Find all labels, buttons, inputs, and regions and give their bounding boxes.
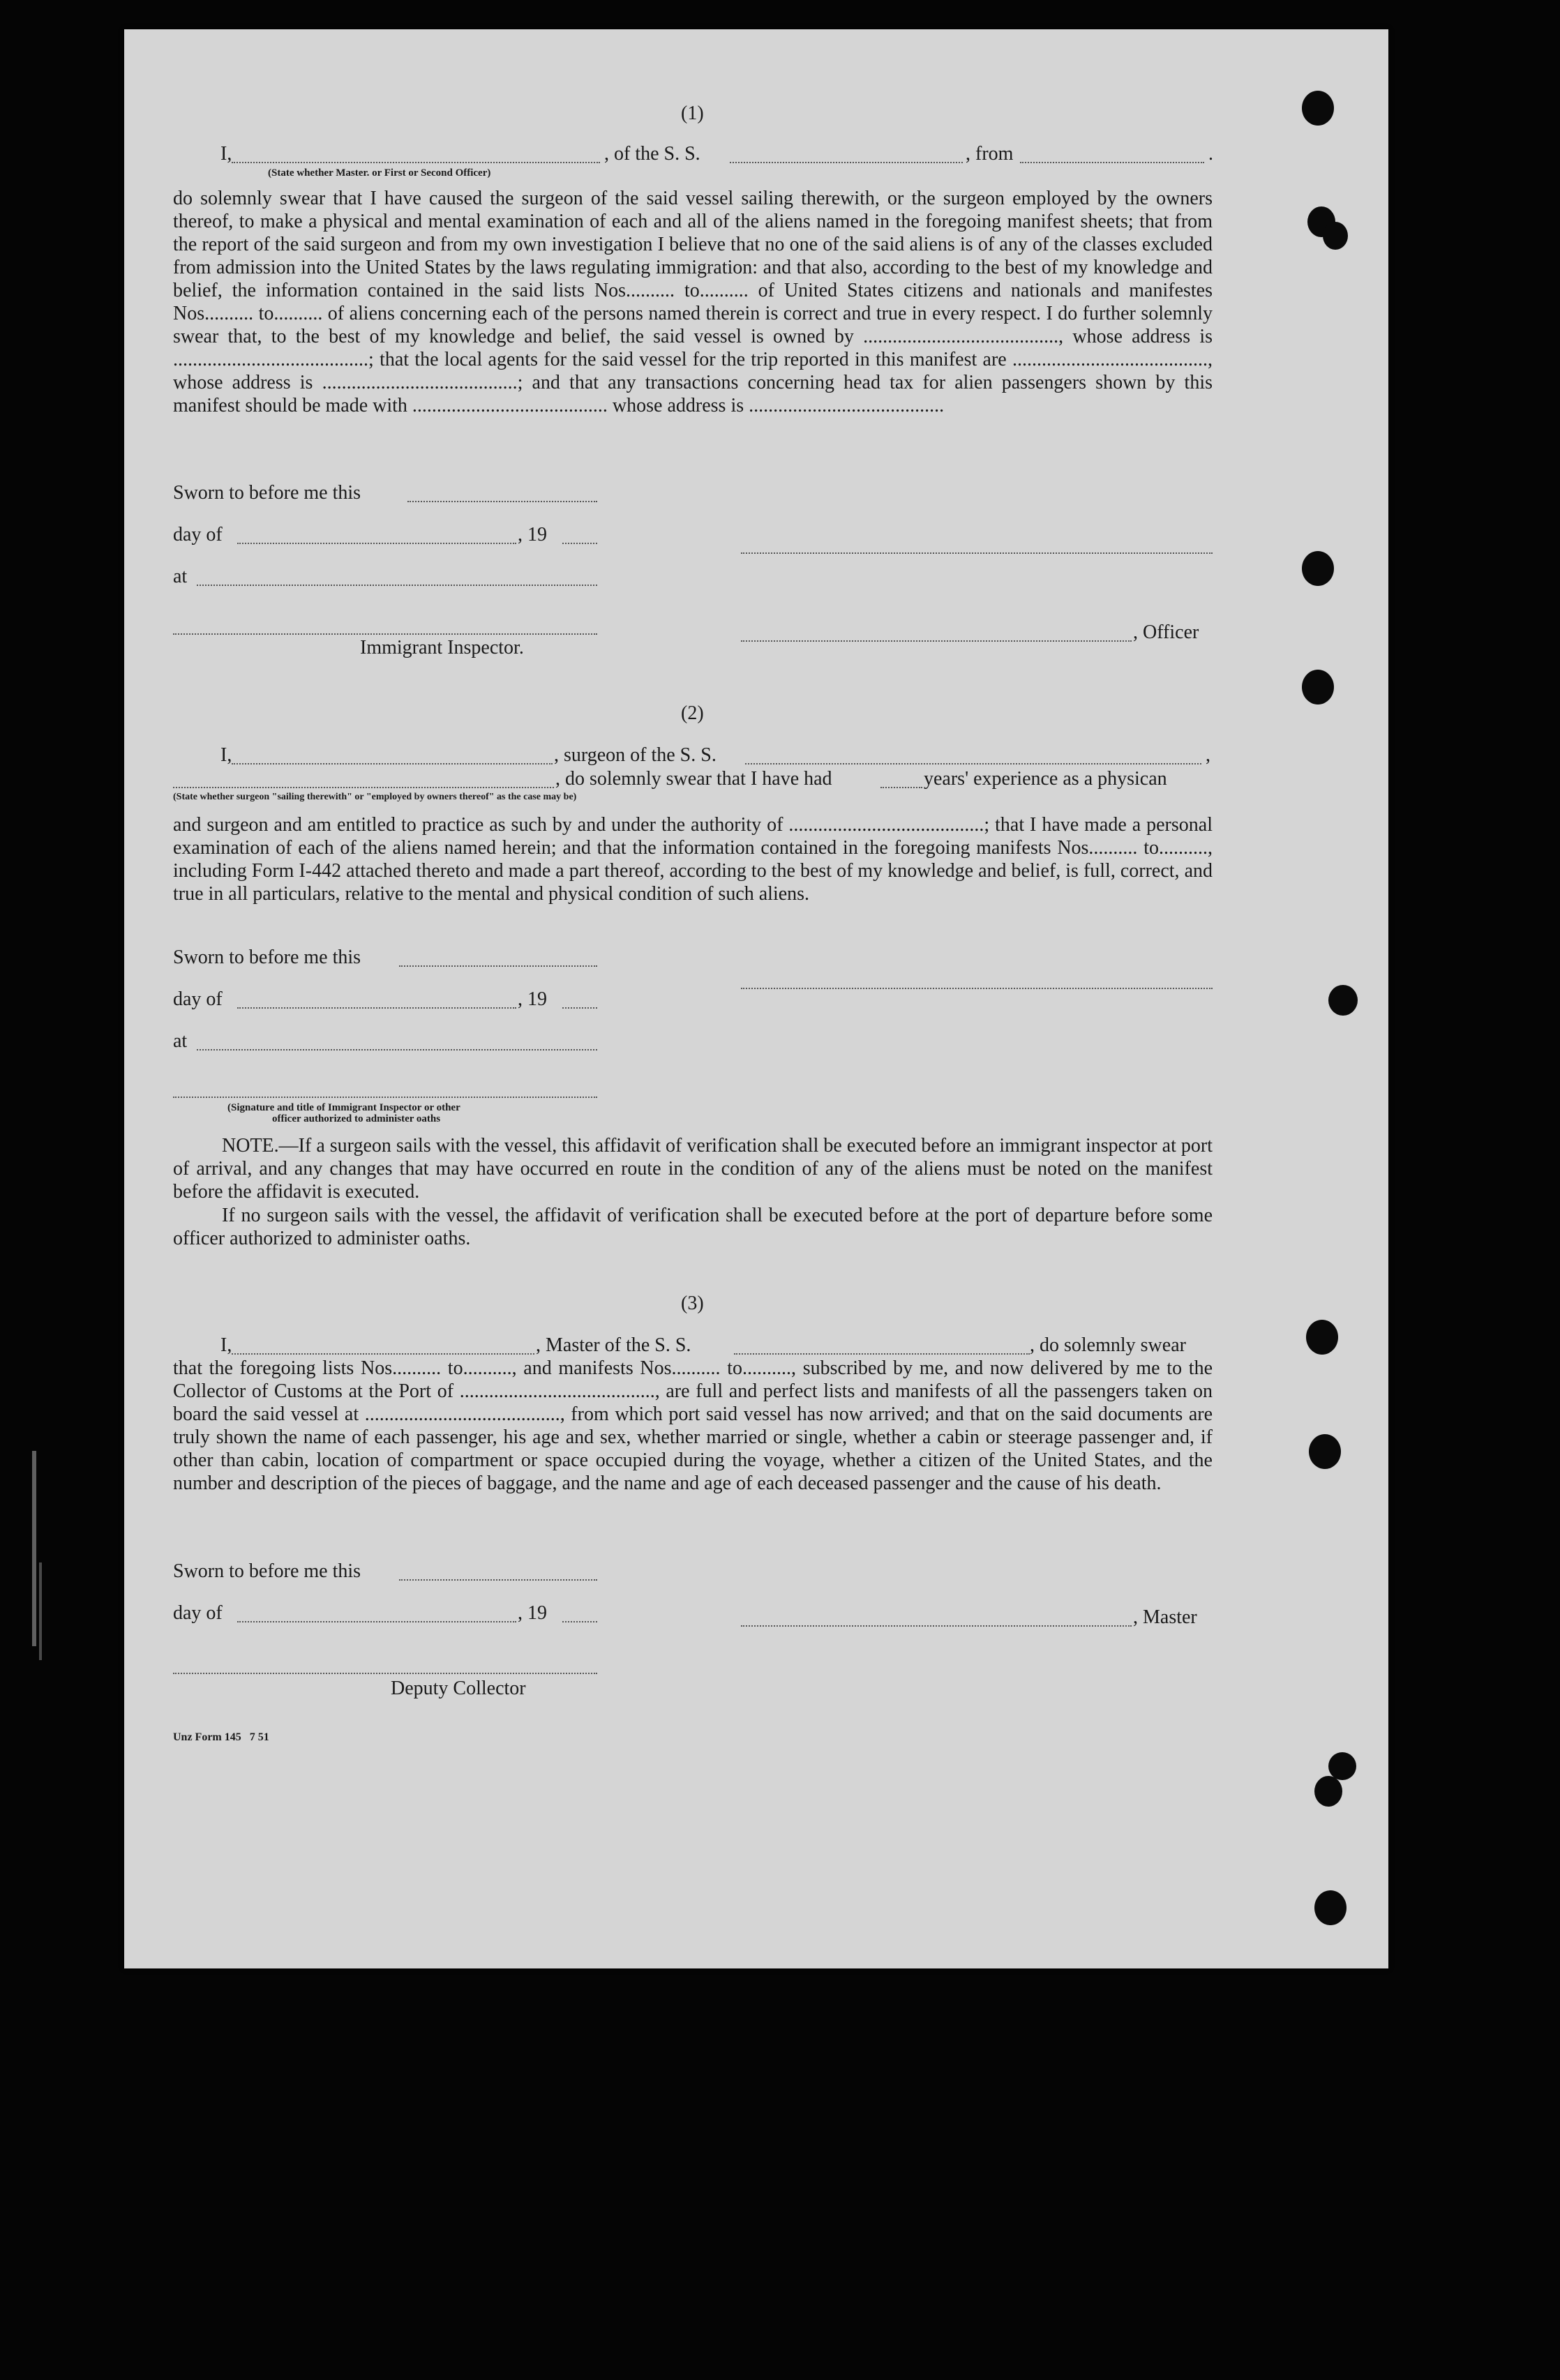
s3-master: , Master (1133, 1606, 1197, 1628)
s2-blank-line2 (173, 787, 554, 788)
s2-blank-sig (741, 988, 1213, 989)
punch-hole (1306, 1320, 1338, 1355)
s3-blank-vessel (734, 1353, 1030, 1355)
s1-paragraph: do solemnly swear that I have caused the surgeon of the said vessel sailing therewith, or the surgeon employed by the owners thereof, to make a physical and mental examination of each and all of the aliens named in the foregoing manifest sheets; that from the report of the said surgeon and from my own investigation I believe that no one of the said aliens is of any of the classes excluded from admission into the United States by the laws regulating immigration: and that also, according to the best of my knowledge and belief, the information contained in the said lists Nos.......... to.......... of United States citizens and nationals and manifestes Nos.......... to.......... of aliens concerning each of the persons named therein is correct and true in every respect. I do further solemnly swear that, to the best of my knowledge and belief, the said vessel is owned by ........................................, whose address is ........................................; that the local agents for the said vessel for the trip reported in this manifest are ........................................, whose address is ........................................; and that any transactions concerning head tax for alien passengers shown by this manifest should be made with ........................................ whose address is ........................................ (173, 188, 1213, 416)
s1-blank-name (232, 162, 600, 163)
punch-hole (1328, 985, 1358, 1016)
s1-blank-at (197, 585, 597, 586)
s1-blank-officer (741, 640, 1132, 642)
section-3-number: (3) (681, 1293, 704, 1314)
s3-blank-master (741, 1625, 1132, 1627)
punch-hole (1302, 551, 1334, 586)
s1-blank-from (1020, 162, 1204, 163)
s3-blank-sworn (399, 1579, 597, 1581)
section-1-number: (1) (681, 103, 704, 124)
punch-hole (1309, 1434, 1341, 1469)
s3-blank-day (237, 1621, 516, 1622)
s2-at: at (173, 1030, 188, 1052)
s3-blank-year (562, 1621, 597, 1622)
s1-blank-day (237, 543, 516, 544)
s3-blank-deputy-sig (173, 1673, 597, 1674)
s2-end: , (1206, 744, 1210, 766)
s3-master-ss: , Master of the S. S. (536, 1334, 691, 1356)
s2-blank-sworn (399, 965, 597, 967)
s2-blank-name (232, 763, 553, 765)
s2-blank-years (880, 787, 922, 788)
section-2-number: (2) (681, 702, 704, 724)
s2-blank-vessel (745, 763, 1201, 765)
punch-hole (1302, 91, 1334, 126)
s3-blank-name (232, 1353, 534, 1355)
s3-day-of: day of (173, 1602, 223, 1624)
s2-sworn: Sworn to before me this (173, 947, 361, 968)
s2-sig-note-1: (Signature and title of Immigrant Inspector or other (227, 1102, 460, 1113)
s1-blank-sworn (407, 501, 597, 502)
punch-hole (1314, 1776, 1342, 1807)
s1-at: at (173, 566, 188, 587)
s1-blank-vessel (730, 162, 963, 163)
punch-hole (1323, 222, 1348, 250)
s3-year: , 19 (518, 1602, 547, 1624)
s2-swear: , do solemnly swear that I have had (555, 768, 832, 790)
s2-note-1: NOTE.—If a surgeon sails with the vessel, this affidavit of verification shall be executed before an immigrant inspector at port of arrival, and any changes that may have occurred en route in the condition of any of the aliens must be noted on the manifest before the affidavit is executed. (173, 1135, 1213, 1203)
s1-note-master: (State whether Master. or First or Second Officer) (268, 167, 491, 179)
s2-year: , 19 (518, 988, 547, 1010)
film-mark (39, 1562, 42, 1660)
s3-paragraph: that the foregoing lists Nos.......... to.........., and manifests Nos.......... to.........., subscribed by me, and now delivered by me to the Collector of Customs at the Port of ........................................, are full and perfect lists and manifests of all the passengers taken on board the said vessel at ........................................, from which port said vessel has now arrived; and that on the said documents are truly shown the name of each passenger, his age and sex, whether married or single, whether a cabin or steerage passenger and, if other than cabin, location of compartment or space occupied during the voyage, whether a citizen of the United States, and the number and description of the pieces of baggage, and the name and age of each deceased passenger and the cause of his death. (173, 1357, 1213, 1494)
s3-sworn: Sworn to before me this (173, 1560, 361, 1582)
s1-of-ss: , of the S. S. (604, 143, 700, 165)
s2-blank-at (197, 1049, 597, 1050)
s1-blank-year (562, 543, 597, 544)
s3-swear: , do solemnly swear (1030, 1334, 1186, 1356)
s3-deputy: Deputy Collector (391, 1678, 526, 1699)
s1-officer: , Officer (1133, 622, 1199, 643)
punch-hole (1314, 1890, 1347, 1925)
s2-blank-inspector-sig (173, 1097, 597, 1098)
s2-note-2: If no surgeon sails with the vessel, the affidavit of verification shall be executed before at the port of departure before some officer authorized to administer oaths. (173, 1205, 1213, 1249)
s1-year: , 19 (518, 524, 547, 545)
s2-years: years' experience as a physican (924, 768, 1167, 790)
punch-hole (1328, 1752, 1356, 1780)
s2-i: I, (220, 744, 232, 766)
s1-day-of: day of (173, 524, 223, 545)
s2-note-surgeon: (State whether surgeon "sailing therewith" or "employed by owners thereof" as the case may be) (173, 792, 577, 802)
form-number: Unz Form 145 7 51 (173, 1731, 269, 1743)
s2-surgeon: , surgeon of the S. S. (554, 744, 717, 766)
s2-paragraph: and surgeon and am entitled to practice as such by and under the authority of ........................................; that I have made a personal examination of each of the aliens named herein; and that the information contained in the foregoing manifests Nos.......... to.........., including Form I-442 attached thereto and made a part thereof, according to the best of my knowledge and belief, is full, correct, and true in all particulars, relative to the mental and physical condition of such aliens. (173, 814, 1213, 905)
s3-i: I, (220, 1334, 232, 1356)
s1-blank-inspector-sig (173, 633, 597, 635)
punch-hole (1302, 670, 1334, 705)
s2-blank-day (237, 1007, 516, 1009)
s1-inspector: Immigrant Inspector. (360, 637, 524, 658)
s1-blank-sig (741, 552, 1213, 554)
film-mark (32, 1451, 36, 1646)
s1-sworn: Sworn to before me this (173, 482, 361, 504)
s1-end: . (1208, 143, 1213, 165)
s1-i: I, (220, 143, 232, 165)
s2-day-of: day of (173, 988, 223, 1010)
s2-blank-year (562, 1007, 597, 1009)
s1-from: , from (966, 143, 1014, 165)
s2-sig-note-2: officer authorized to administer oaths (272, 1113, 441, 1124)
